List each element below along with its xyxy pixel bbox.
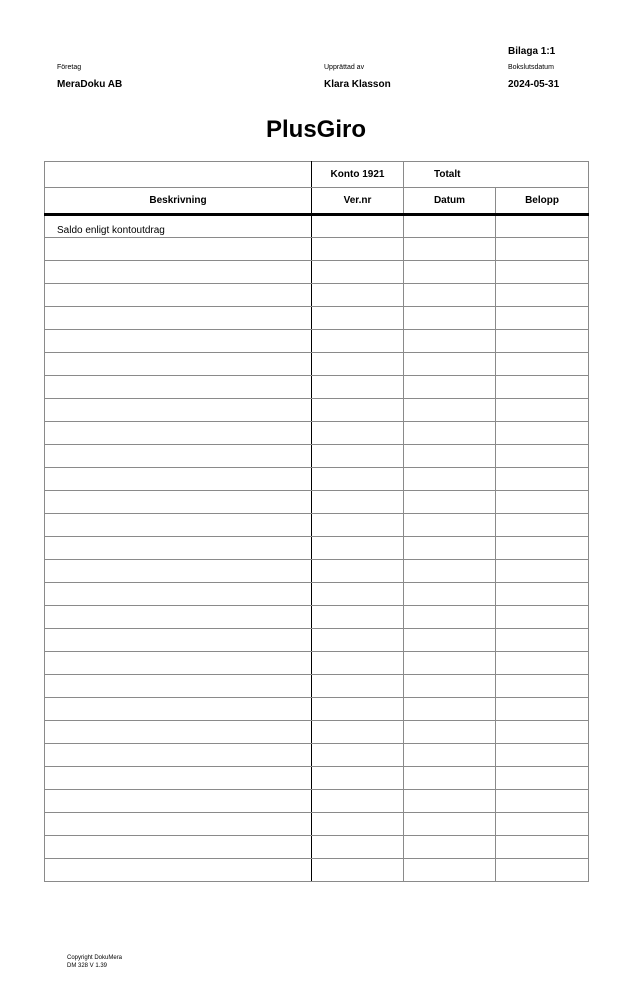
- account-number-header: Konto 1921: [312, 162, 404, 188]
- row-amount[interactable]: [496, 514, 589, 537]
- row-date[interactable]: [404, 445, 496, 468]
- column-header-date: Datum: [404, 188, 496, 215]
- row-voucher[interactable]: [312, 698, 404, 721]
- row-date[interactable]: [404, 330, 496, 353]
- table-row: [45, 514, 589, 537]
- header-blank-cell: [45, 162, 312, 188]
- row-date[interactable]: [404, 215, 496, 238]
- row-description[interactable]: [45, 721, 312, 744]
- row-date[interactable]: [404, 307, 496, 330]
- row-description[interactable]: [45, 422, 312, 445]
- table-row: [45, 836, 589, 859]
- row-voucher[interactable]: [312, 491, 404, 514]
- row-amount[interactable]: [496, 491, 589, 514]
- table-row: [45, 491, 589, 514]
- table-row: [45, 468, 589, 491]
- closing-date-label: Bokslutsdatum: [508, 64, 554, 71]
- row-voucher[interactable]: [312, 307, 404, 330]
- row-voucher[interactable]: [312, 353, 404, 376]
- row-date[interactable]: [404, 583, 496, 606]
- footer-version: DM 328 V 1.39: [67, 963, 108, 969]
- row-date[interactable]: [404, 721, 496, 744]
- row-date[interactable]: [404, 514, 496, 537]
- row-amount[interactable]: [496, 859, 589, 882]
- row-description[interactable]: [45, 284, 312, 307]
- table-row: [45, 422, 589, 445]
- table-row: [45, 307, 589, 330]
- table-row: [45, 353, 589, 376]
- row-description[interactable]: [45, 675, 312, 698]
- row-description[interactable]: [45, 445, 312, 468]
- row-amount[interactable]: [496, 698, 589, 721]
- row-voucher[interactable]: [312, 445, 404, 468]
- row-amount[interactable]: [496, 537, 589, 560]
- column-header-description: Beskrivning: [45, 188, 312, 215]
- row-description[interactable]: [45, 606, 312, 629]
- table-row: [45, 537, 589, 560]
- row-description[interactable]: [45, 514, 312, 537]
- bilaga-label: Bilaga 1:1: [508, 46, 556, 57]
- table-row: [45, 675, 589, 698]
- row-description[interactable]: [45, 836, 312, 859]
- row-description[interactable]: [45, 330, 312, 353]
- row-amount[interactable]: [496, 629, 589, 652]
- table-row: [45, 813, 589, 836]
- row-amount[interactable]: [496, 284, 589, 307]
- row-date[interactable]: [404, 652, 496, 675]
- row-amount[interactable]: [496, 399, 589, 422]
- column-header-row: [45, 188, 589, 215]
- row-description[interactable]: [45, 859, 312, 882]
- row-amount[interactable]: [496, 445, 589, 468]
- row-amount[interactable]: [496, 238, 589, 261]
- row-voucher[interactable]: [312, 629, 404, 652]
- table-row: [45, 215, 589, 238]
- row-amount[interactable]: [496, 560, 589, 583]
- row-voucher[interactable]: [312, 652, 404, 675]
- ledger-table: [44, 161, 589, 882]
- table-row: [45, 790, 589, 813]
- column-header-voucher: Ver.nr: [312, 188, 404, 215]
- row-date[interactable]: [404, 491, 496, 514]
- company-value: MeraDoku AB: [57, 79, 123, 90]
- row-voucher[interactable]: [312, 744, 404, 767]
- table-row: [45, 859, 589, 882]
- table-row: [45, 284, 589, 307]
- row-description[interactable]: [45, 560, 312, 583]
- row-date[interactable]: [404, 836, 496, 859]
- row-amount[interactable]: [496, 767, 589, 790]
- footer: [67, 954, 122, 970]
- row-voucher[interactable]: [312, 261, 404, 284]
- row-voucher[interactable]: [312, 790, 404, 813]
- table-row: [45, 261, 589, 284]
- row-voucher[interactable]: [312, 376, 404, 399]
- row-voucher[interactable]: [312, 583, 404, 606]
- row-amount[interactable]: [496, 606, 589, 629]
- row-amount[interactable]: [496, 261, 589, 284]
- row-description[interactable]: [45, 307, 312, 330]
- row-date[interactable]: [404, 376, 496, 399]
- row-amount[interactable]: [496, 744, 589, 767]
- row-date[interactable]: [404, 813, 496, 836]
- row-amount[interactable]: [496, 330, 589, 353]
- row-voucher[interactable]: [312, 238, 404, 261]
- row-voucher[interactable]: [312, 859, 404, 882]
- row-voucher[interactable]: [312, 422, 404, 445]
- row-voucher[interactable]: [312, 284, 404, 307]
- row-voucher[interactable]: [312, 215, 404, 238]
- row-date[interactable]: [404, 744, 496, 767]
- row-amount[interactable]: [496, 652, 589, 675]
- row-description[interactable]: [45, 468, 312, 491]
- row-date[interactable]: [404, 284, 496, 307]
- table-row: [45, 330, 589, 353]
- row-description[interactable]: [45, 767, 312, 790]
- closing-date-value: 2024-05-31: [508, 79, 560, 90]
- row-voucher[interactable]: [312, 767, 404, 790]
- row-amount[interactable]: [496, 376, 589, 399]
- row-description[interactable]: [45, 399, 312, 422]
- table-row: [45, 376, 589, 399]
- row-description[interactable]: [45, 376, 312, 399]
- row-description[interactable]: [45, 353, 312, 376]
- row-description[interactable]: [45, 537, 312, 560]
- row-amount[interactable]: [496, 721, 589, 744]
- row-amount[interactable]: [496, 790, 589, 813]
- row-description[interactable]: [45, 744, 312, 767]
- row-description[interactable]: [45, 261, 312, 284]
- row-date[interactable]: [404, 629, 496, 652]
- row-amount[interactable]: [496, 836, 589, 859]
- table-row: [45, 445, 589, 468]
- table-row: [45, 721, 589, 744]
- row-date[interactable]: [404, 399, 496, 422]
- row-voucher[interactable]: [312, 330, 404, 353]
- row-voucher[interactable]: [312, 813, 404, 836]
- row-date[interactable]: [404, 238, 496, 261]
- row-date[interactable]: [404, 537, 496, 560]
- row-date[interactable]: [404, 675, 496, 698]
- row-date[interactable]: [404, 767, 496, 790]
- company-label: Företag: [57, 64, 82, 71]
- row-date[interactable]: [404, 790, 496, 813]
- row-date[interactable]: [404, 468, 496, 491]
- row-amount[interactable]: [496, 468, 589, 491]
- row-date[interactable]: [404, 859, 496, 882]
- row-voucher[interactable]: [312, 399, 404, 422]
- row-amount[interactable]: [496, 215, 589, 238]
- table-row: [45, 399, 589, 422]
- row-date[interactable]: [404, 560, 496, 583]
- row-description[interactable]: [45, 583, 312, 606]
- row-description[interactable]: [45, 813, 312, 836]
- row-voucher[interactable]: [312, 675, 404, 698]
- row-description[interactable]: [45, 698, 312, 721]
- column-header-amount: Belopp: [496, 188, 589, 215]
- row-voucher[interactable]: [312, 721, 404, 744]
- row-description[interactable]: [45, 238, 312, 261]
- row-date[interactable]: [404, 422, 496, 445]
- row-amount[interactable]: [496, 422, 589, 445]
- row-date[interactable]: [404, 261, 496, 284]
- row-date[interactable]: [404, 698, 496, 721]
- row-date[interactable]: [404, 353, 496, 376]
- row-voucher[interactable]: [312, 836, 404, 859]
- table-row: [45, 606, 589, 629]
- prepared-by-label: Upprättad av: [324, 64, 365, 71]
- page-title: PlusGiro: [265, 116, 367, 143]
- row-description[interactable]: [45, 652, 312, 675]
- row-date[interactable]: [404, 606, 496, 629]
- row-description[interactable]: Saldo enligt kontoutdrag: [45, 215, 312, 238]
- row-description[interactable]: [45, 629, 312, 652]
- prepared-by-value: Klara Klasson: [324, 79, 391, 90]
- table-row: [45, 652, 589, 675]
- row-voucher[interactable]: [312, 514, 404, 537]
- table-row: [45, 560, 589, 583]
- footer-copyright: Copyright DokuMera: [67, 955, 123, 961]
- table-row: [45, 238, 589, 261]
- row-description[interactable]: [45, 790, 312, 813]
- total-header: Totalt: [404, 162, 589, 188]
- row-voucher[interactable]: [312, 468, 404, 491]
- row-voucher[interactable]: [312, 537, 404, 560]
- row-description[interactable]: [45, 491, 312, 514]
- table-row: [45, 629, 589, 652]
- row-amount[interactable]: [496, 675, 589, 698]
- table-row: [45, 744, 589, 767]
- row-amount[interactable]: [496, 307, 589, 330]
- row-voucher[interactable]: [312, 560, 404, 583]
- row-amount[interactable]: [496, 353, 589, 376]
- row-amount[interactable]: [496, 583, 589, 606]
- table-row: [45, 583, 589, 606]
- row-voucher[interactable]: [312, 606, 404, 629]
- table-row: [45, 767, 589, 790]
- table-row: [45, 698, 589, 721]
- account-header-row: [45, 162, 589, 188]
- row-amount[interactable]: [496, 813, 589, 836]
